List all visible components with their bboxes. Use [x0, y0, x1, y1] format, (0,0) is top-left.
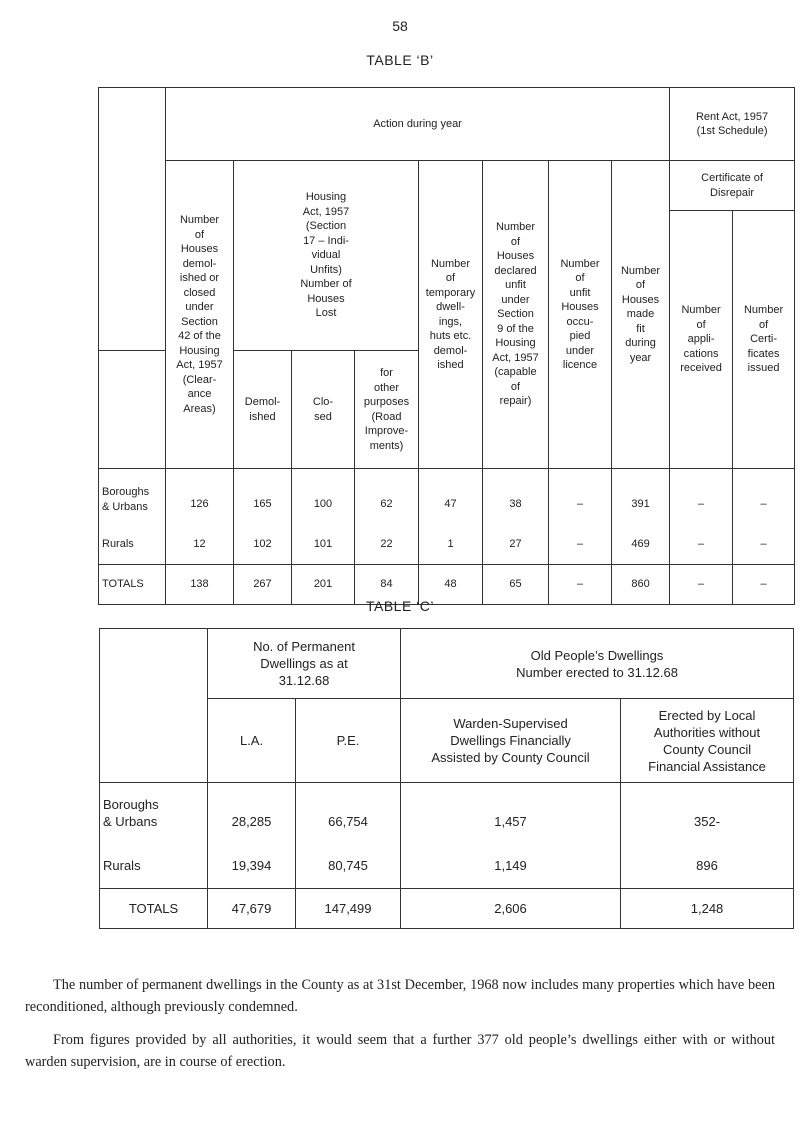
cell: 267: [234, 565, 292, 605]
group-old-people-header: Old People’s Dwellings Number erected to 31.12.68: [401, 629, 794, 699]
cell: 201: [292, 565, 355, 605]
cell: 896: [621, 843, 794, 889]
cell: 860: [612, 565, 670, 605]
paragraph-permanent-dwellings: The number of permanent dwellings in the County as at 31st December, 1968 now includes many properties which have been reconditioned, although previously condemned.: [25, 977, 775, 1016]
cell: 1,149: [401, 843, 621, 889]
header-demolished-closed: Number of Houses demol- ished or closed under Section 42 of the Housing Act, 1957 (Clear- ance Areas): [166, 161, 234, 469]
cell: 1,457: [401, 783, 621, 843]
cell: –: [670, 525, 733, 565]
cell: 80,745: [296, 843, 401, 889]
cell: 47,679: [208, 889, 296, 929]
totals-label: TOTALS: [100, 889, 208, 929]
cell: 66,754: [296, 783, 401, 843]
subheader-closed: Clo- sed: [292, 351, 355, 469]
row-label: Rurals: [99, 525, 166, 565]
header-local-authorities: Erected by Local Authorities without County Council Financial Assistance: [621, 699, 794, 783]
table-row: [99, 525, 795, 565]
header-pe: P.E.: [296, 699, 401, 783]
subheader-other-purposes: for other purposes (Road Improve- ments): [355, 351, 419, 469]
cell: –: [733, 565, 795, 605]
cell: 101: [292, 525, 355, 565]
row-label: Rurals: [100, 843, 208, 889]
header-unfit-occupied: Number of unfit Houses occu- pied under licence: [549, 161, 612, 469]
cell: 27: [483, 525, 549, 565]
group-action-header: Action during year: [166, 88, 670, 161]
cell: 1,248: [621, 889, 794, 929]
cell: 62: [355, 469, 419, 525]
header-certificates: Number of Certi- ficates issued: [733, 211, 795, 469]
cell: 2,606: [401, 889, 621, 929]
stub-header: [100, 629, 208, 783]
header-warden-supervised: Warden-Supervised Dwellings Financially Assisted by County Council: [401, 699, 621, 783]
group-certificate-header: Certificate of Disrepair: [670, 161, 795, 211]
header-temporary: Number of temporary dwell- ings, huts etc. demol- ished: [419, 161, 483, 469]
cell: 147,499: [296, 889, 401, 929]
subheader-demolished: Demol- ished: [234, 351, 292, 469]
cell: 126: [166, 469, 234, 525]
cell: 100: [292, 469, 355, 525]
totals-row: [100, 889, 794, 929]
cell: 84: [355, 565, 419, 605]
row-label: Boroughs & Urbans: [100, 783, 208, 843]
header-applications: Number of appli- cations received: [670, 211, 733, 469]
cell: 48: [419, 565, 483, 605]
cell: 28,285: [208, 783, 296, 843]
page-number: 58: [392, 18, 408, 34]
group-rent-header: Rent Act, 1957 (1st Schedule): [670, 88, 795, 161]
stub-spacer: [99, 351, 166, 469]
cell: 138: [166, 565, 234, 605]
cell: 165: [234, 469, 292, 525]
cell: 391: [612, 469, 670, 525]
paragraph-old-peoples-dwellings: From figures provided by all authorities, it would seem that a further 377 old people’s dwellings either with or without warden supervision, are in course of erection.: [25, 1032, 775, 1071]
header-la: L.A.: [208, 699, 296, 783]
group-permanent-header: No. of Permanent Dwellings as at 31.12.68: [208, 629, 401, 699]
table-row: [100, 783, 794, 843]
cell: –: [549, 565, 612, 605]
cell: –: [670, 565, 733, 605]
cell: 12: [166, 525, 234, 565]
cell: 47: [419, 469, 483, 525]
cell: –: [549, 469, 612, 525]
cell: 38: [483, 469, 549, 525]
cell: –: [733, 525, 795, 565]
table-b-title: TABLE ‘B’: [366, 52, 434, 68]
cell: 65: [483, 565, 549, 605]
cell: 102: [234, 525, 292, 565]
table-row: [100, 843, 794, 889]
totals-label: TOTALS: [99, 565, 166, 605]
cell: 352-: [621, 783, 794, 843]
header-housing-act: Housing Act, 1957 (Section 17 – Indi- vidual Unfits) Number of Houses Lost: [234, 161, 419, 351]
table-row: [99, 469, 795, 525]
cell: 469: [612, 525, 670, 565]
cell: 1: [419, 525, 483, 565]
table-c: [99, 628, 794, 929]
cell: 19,394: [208, 843, 296, 889]
header-declared-unfit: Number of Houses declared unfit under Section 9 of the Housing Act, 1957 (capable of repair): [483, 161, 549, 469]
table-b: [98, 87, 795, 605]
header-made-fit: Number of Houses made fit during year: [612, 161, 670, 469]
cell: –: [670, 469, 733, 525]
cell: –: [733, 469, 795, 525]
row-label: Boroughs & Urbans: [99, 469, 166, 525]
table-c-title: TABLE ‘C’: [365, 598, 435, 614]
cell: 22: [355, 525, 419, 565]
cell: –: [549, 525, 612, 565]
stub-header: [99, 88, 166, 351]
